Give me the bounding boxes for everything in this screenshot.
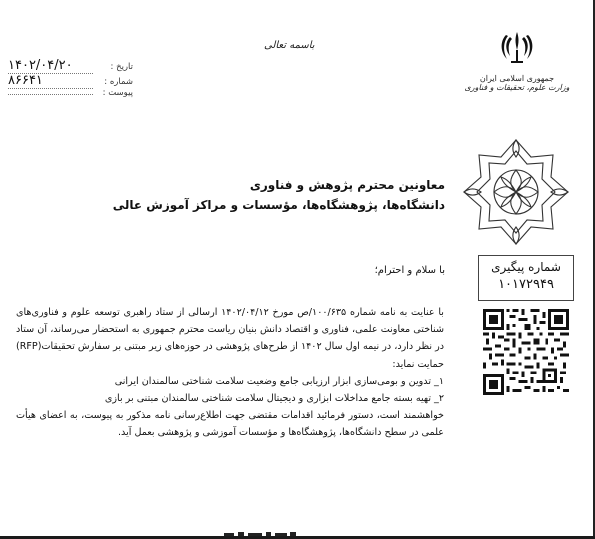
greeting: با سلام و احترام؛ xyxy=(374,265,445,276)
emblem-caption-country: جمهوری اسلامی ایران xyxy=(479,74,555,83)
date-row xyxy=(8,58,133,73)
tracking-label: شماره پیگیری xyxy=(491,260,561,274)
emblem-caption-ministry: وزارت علوم، تحقیقات و فناوری xyxy=(464,83,570,92)
attachment-value xyxy=(8,94,93,95)
date-label: تاریخ : xyxy=(110,62,133,72)
recipient-block xyxy=(45,175,445,215)
tracking-number: ۱۰۱۷۲۹۴۹ xyxy=(498,277,554,292)
letter-body xyxy=(16,304,444,442)
recipient-line-1: معاونین محترم پژوهش و فناوری xyxy=(249,178,445,192)
bismillah-heading: باسمه تعالی xyxy=(264,40,315,51)
number-label: شماره : xyxy=(104,77,133,87)
number-row xyxy=(8,73,133,88)
date-value: ۱۴۰۲/۰۴/۲۰ xyxy=(8,58,93,74)
ornament-medallion-icon xyxy=(461,137,571,247)
ministry-emblem-block xyxy=(458,28,576,92)
body-item-1: ۱_ تدوین و بومی‌سازی ابزار ارزیابی جامع وضعیت سلامت شناختی سالمندان ایرانی xyxy=(114,375,444,387)
body-item-2: ۲_ تهیه بسته جامع مداخلات ابزاری و دیجیتال سلامت شناختی سالمندان مبتنی بر بازی xyxy=(104,393,444,405)
attachment-label: پیوست : xyxy=(102,88,133,98)
attachment-row xyxy=(8,88,133,103)
letter-meta xyxy=(8,58,133,103)
qr-code-icon xyxy=(483,309,569,395)
body-paragraph-2: خواهشمند است، دستور فرمائید اقدامات مقتضی جهت اطلاع‌رسانی نامه مذکور به پیوست، به اعضای هیأت علمی در سطح دانشگاه‌ها، پژوهشگاه‌ها و مؤسسات آموزشی و پژوهشی بعمل آید. xyxy=(16,410,444,439)
number-value: ۸۶۶۴۱ xyxy=(8,73,93,89)
recipient-line-2: دانشگاه‌ها، پژوهشگاه‌ها، مؤسسات و مراکز آموزش عالی xyxy=(112,198,445,212)
iran-emblem-icon xyxy=(497,28,537,68)
body-paragraph-1: با عنایت به نامه شماره ۱۰۰/۶۳۵/ص مورخ ۱۴۰۲/۰۴/۱۲ ارسالی از ستاد راهبری توسعه علوم و فناوری‌های شناختی معاونت علمی، فناوری و اقتصاد دانش بنیان ریاست محترم جمهوری به استحضار می‌رساند، آن ستاد در نظر دارد، در نیمه اول سال ۱۴۰۲ از طرح‌های پژوهشی در حوزه‌های زیر مبتنی بر سفارش تحقیقات(RFP) حمایت نماید: xyxy=(15,307,444,370)
tracking-box xyxy=(478,255,574,301)
